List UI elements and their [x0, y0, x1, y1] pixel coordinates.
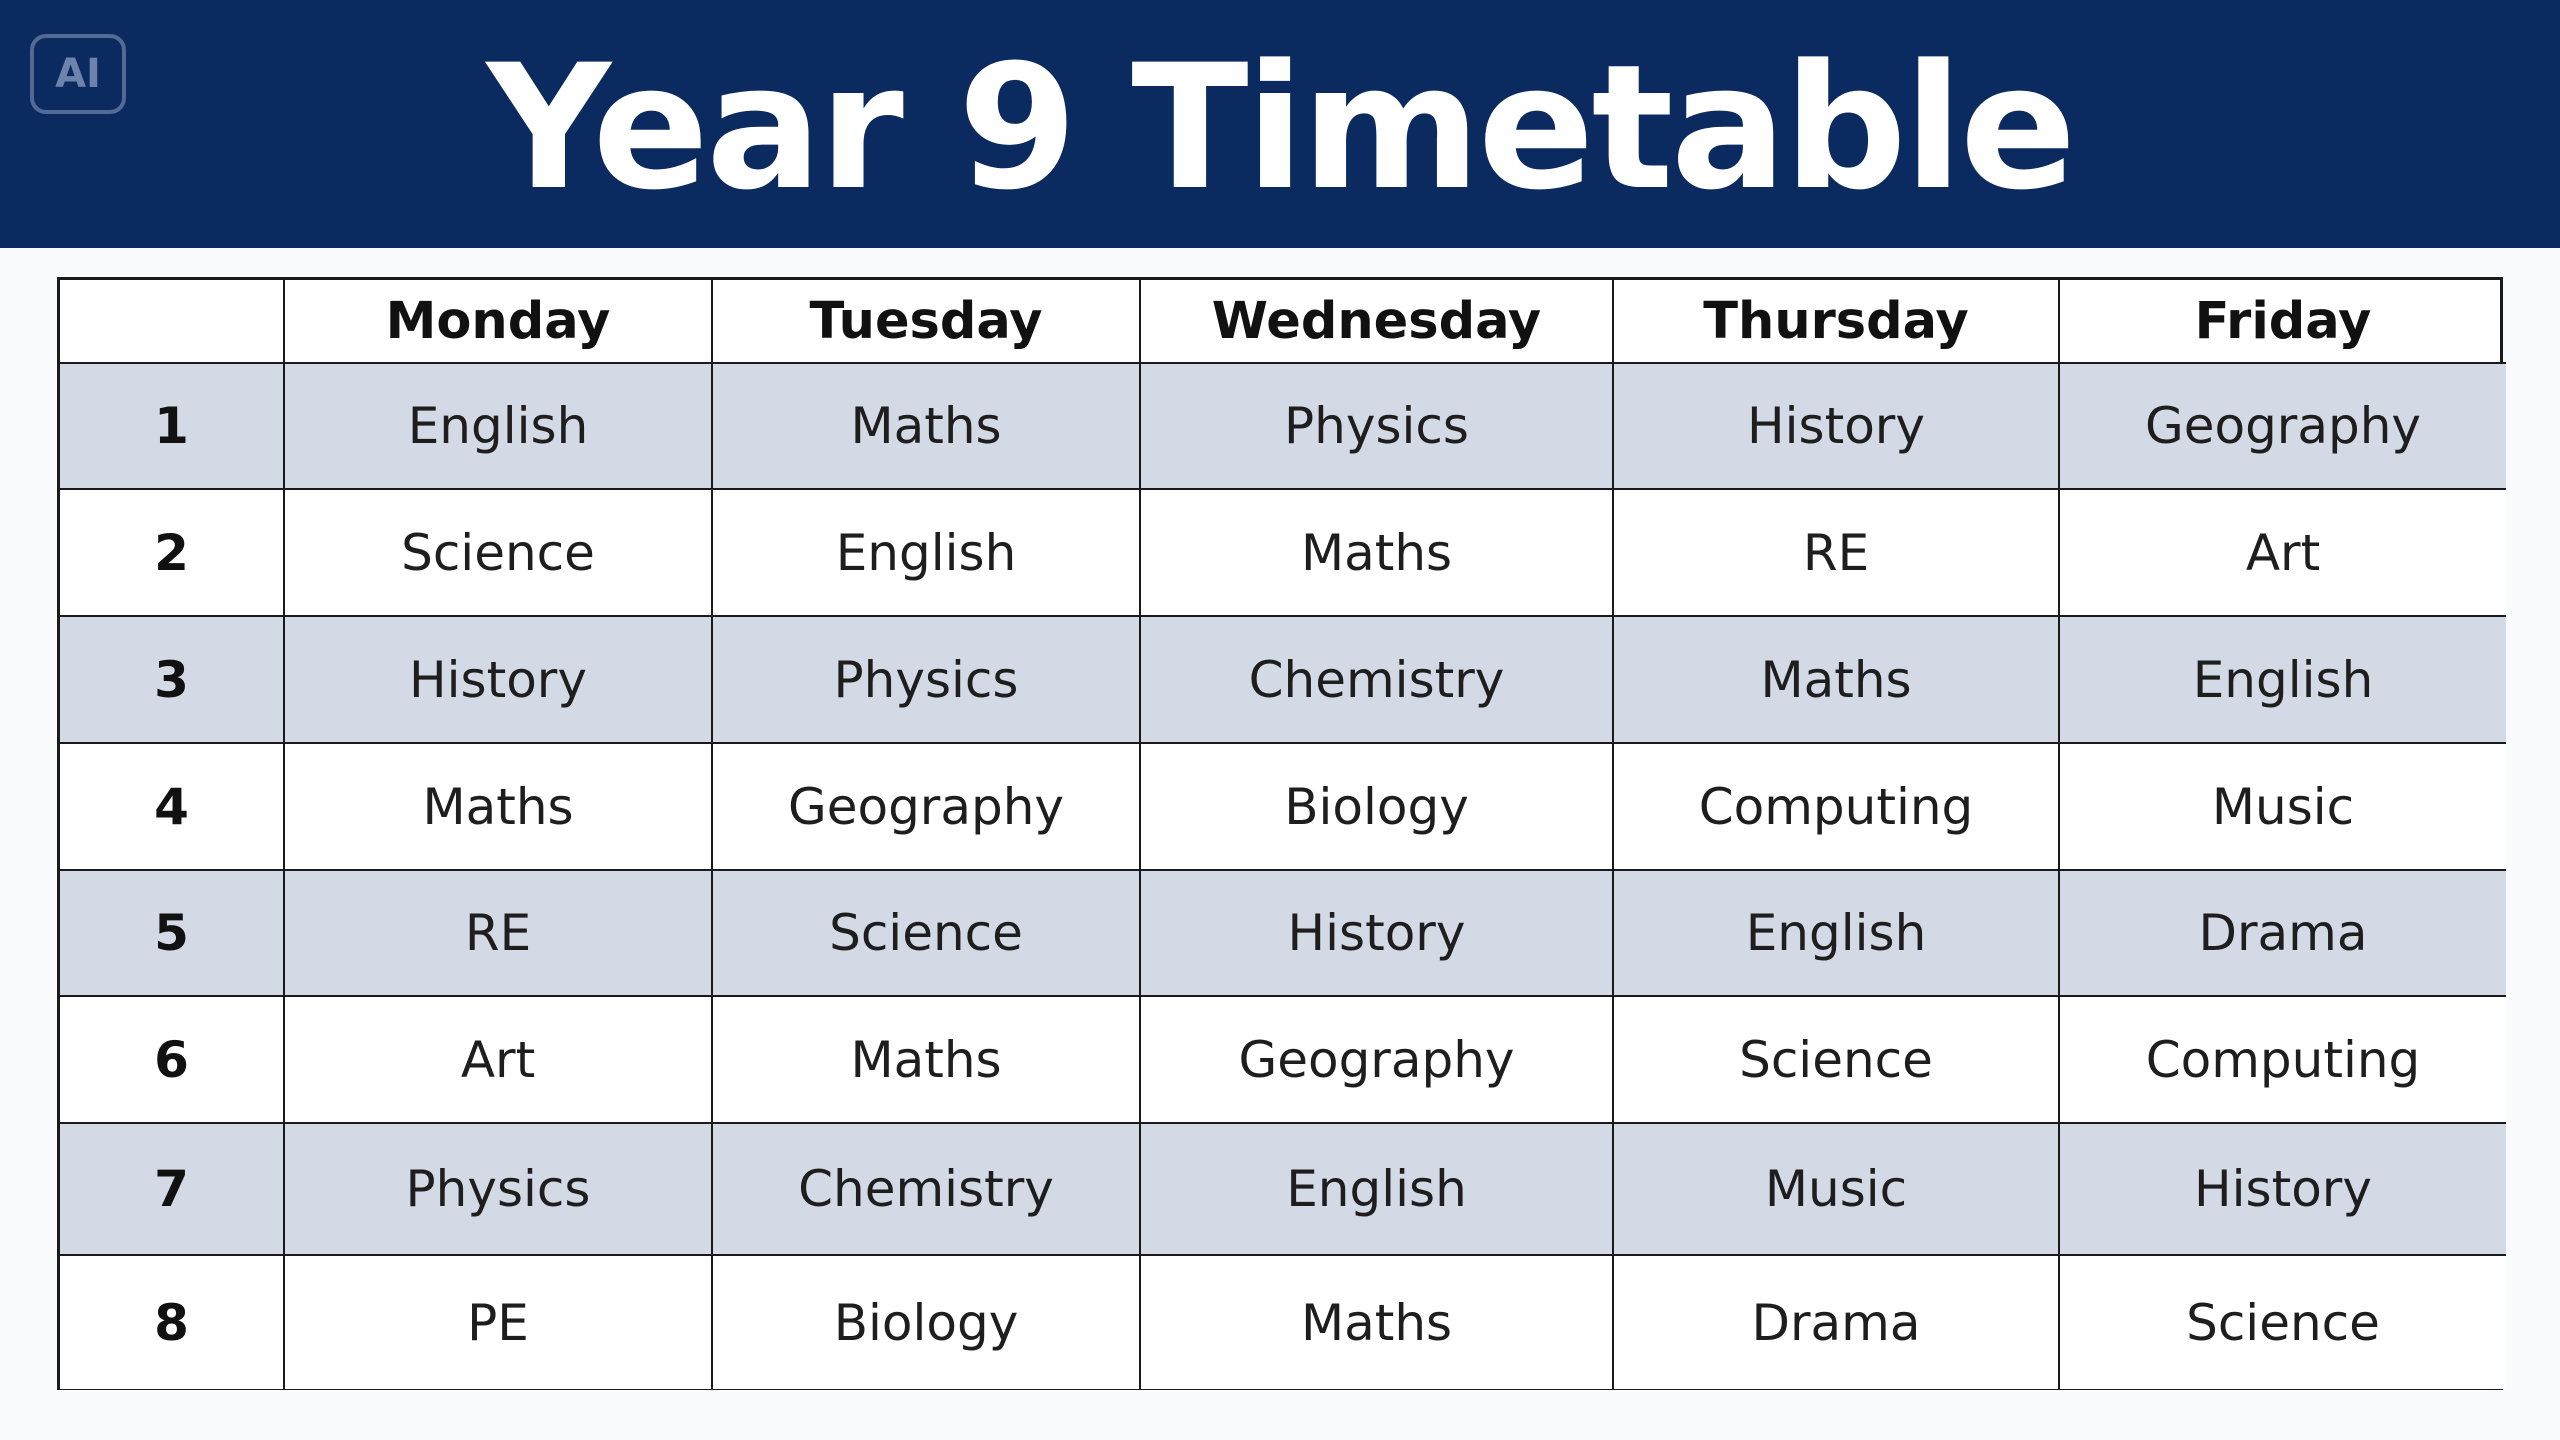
lesson-cell: English	[1614, 871, 2060, 997]
lesson-cell: Computing	[1614, 744, 2060, 871]
lesson-cell: Science	[2060, 1256, 2506, 1389]
lesson-cell: Music	[2060, 744, 2506, 871]
lesson-cell: Art	[2060, 490, 2506, 617]
lesson-cell: Science	[285, 490, 713, 617]
period-number: 5	[60, 871, 285, 997]
day-header-tuesday: Tuesday	[713, 280, 1141, 364]
lesson-cell: Maths	[1141, 1256, 1614, 1389]
lesson-cell: Maths	[285, 744, 713, 871]
lesson-cell: History	[1141, 871, 1614, 997]
day-header-friday: Friday	[2060, 280, 2506, 364]
lesson-cell: English	[285, 364, 713, 490]
lesson-cell: Maths	[713, 997, 1141, 1124]
lesson-cell: Geography	[713, 744, 1141, 871]
day-header-thursday: Thursday	[1614, 280, 2060, 364]
lesson-cell: Chemistry	[1141, 617, 1614, 744]
lesson-cell: Physics	[285, 1124, 713, 1256]
period-number: 8	[60, 1256, 285, 1389]
corner-cell	[60, 280, 285, 364]
period-number: 6	[60, 997, 285, 1124]
period-number: 3	[60, 617, 285, 744]
lesson-cell: Computing	[2060, 997, 2506, 1124]
lesson-cell: Biology	[713, 1256, 1141, 1389]
lesson-cell: Music	[1614, 1124, 2060, 1256]
lesson-cell: Geography	[1141, 997, 1614, 1124]
lesson-cell: Geography	[2060, 364, 2506, 490]
title-banner	[0, 0, 2560, 248]
lesson-cell: Physics	[713, 617, 1141, 744]
lesson-cell: Drama	[1614, 1256, 2060, 1389]
lesson-cell: History	[1614, 364, 2060, 490]
lesson-cell: Science	[713, 871, 1141, 997]
lesson-cell: Science	[1614, 997, 2060, 1124]
period-number: 1	[60, 364, 285, 490]
lesson-cell: RE	[1614, 490, 2060, 617]
page-title: Year 9 Timetable	[486, 27, 2074, 228]
lesson-cell: RE	[285, 871, 713, 997]
lesson-cell: Maths	[713, 364, 1141, 490]
lesson-cell: English	[713, 490, 1141, 617]
lesson-cell: History	[2060, 1124, 2506, 1256]
lesson-cell: Biology	[1141, 744, 1614, 871]
lesson-cell: History	[285, 617, 713, 744]
lesson-cell: Maths	[1614, 617, 2060, 744]
period-number: 2	[60, 490, 285, 617]
lesson-cell: Physics	[1141, 364, 1614, 490]
period-number: 4	[60, 744, 285, 871]
lesson-cell: English	[2060, 617, 2506, 744]
lesson-cell: PE	[285, 1256, 713, 1389]
lesson-cell: Maths	[1141, 490, 1614, 617]
day-header-monday: Monday	[285, 280, 713, 364]
lesson-cell: English	[1141, 1124, 1614, 1256]
ai-badge: AI	[30, 34, 126, 114]
lesson-cell: Art	[285, 997, 713, 1124]
day-header-wednesday: Wednesday	[1141, 280, 1614, 364]
period-number: 7	[60, 1124, 285, 1256]
lesson-cell: Chemistry	[713, 1124, 1141, 1256]
lesson-cell: Drama	[2060, 871, 2506, 997]
timetable-grid	[57, 277, 2503, 1390]
